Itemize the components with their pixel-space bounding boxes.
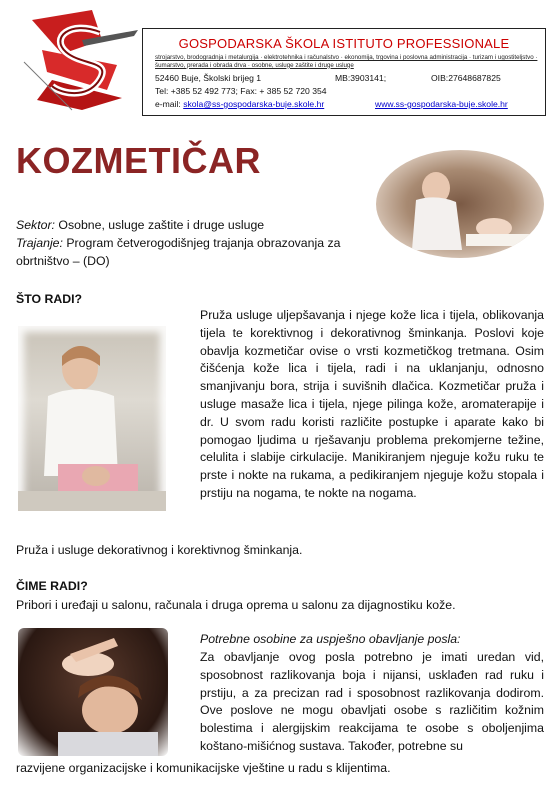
qualities-text: Za obavljanje ovog posla potrebno je imati uredan vid, sposobnost razlikovanja boja i nijansi, usklađen rad ruku i prstiju, a za precizan rad i sposobnost razlikovanja dodirom. Ove poslove ne mogu obavljati osobe s različitim kožnim bolestima i alergijskim reakcijama te osobe s oboljenjima koštano-mišićnog sustava. Također, potrebne su bbox=[200, 650, 544, 753]
mb-number: MB:3903141; bbox=[335, 73, 387, 83]
section-heading-tools: ČIME RADI? bbox=[16, 579, 88, 593]
photo-beautician-at-work bbox=[18, 326, 166, 511]
oib-number: OIB:27648687825 bbox=[431, 73, 501, 83]
email-row bbox=[155, 99, 324, 109]
sector-line bbox=[16, 217, 366, 235]
photo-makeup-application bbox=[18, 628, 168, 756]
section-heading-what-it-does: ŠTO RADI? bbox=[16, 292, 83, 306]
duration-label: Trajanje: bbox=[16, 235, 63, 250]
sector-label: Sektor: bbox=[16, 218, 55, 232]
program-list: strojarstvo, brodogradnja i metalurgija · elektrotehnika i računalstvo · ekonomija, trgovina i poslovna administracija · turizam i ugostiteljstvo · šumarstvo, prerada i obrada drva · osobne, usluge zaštite i druge usluge bbox=[155, 54, 538, 69]
logo-graphic bbox=[22, 10, 142, 112]
phone-fax: Tel: +385 52 492 773; Fax: + 385 52 720 354 bbox=[155, 86, 327, 96]
what-it-does-text: Pruža usluge uljepšavanja i njege kože lica i tijela, oblikovanja tijela te korektivnog i dekorativnog šminkanja. Poslovi koje obavlja kozmetičar ovise o vrsti kozmetičkog tretmana. Osim čišćenja kože lica i tijela, radi i na uklanjanju, odnosno smanjivanju bora, strija i suvišnih dlačica. Kozmetičar pruža i usluge masaže lica i tijela, njege pilinga kože, aromaterapije i dr. U svom radu koristi različite postupke i aparate kako bi pomogao ljudima u rješavanju problema prekomjerne težine, celulita i slabije cirkulacije. Manikiranjem njeguje kožu ruku te prste i nokte na rukama, a pedikiranjem njeguje kožu stopala i prstiju na nogama, te nokte na nogama. bbox=[200, 308, 544, 500]
email-link[interactable]: skola@ss-gospodarska-buje.skole.hr bbox=[183, 99, 325, 109]
email-label: e-mail: bbox=[155, 99, 181, 109]
section-heading-qualities: Potrebne osobine za uspješno obavljanje posla: bbox=[200, 632, 461, 646]
school-header bbox=[142, 28, 546, 116]
website-link[interactable]: www.ss-gospodarska-buje.skole.hr bbox=[375, 99, 508, 109]
tools-text: Pribori i uređaji u salonu, računala i druga oprema u salonu za dijagnostiku kože. bbox=[16, 598, 456, 612]
duration-line bbox=[16, 235, 366, 271]
school-name: GOSPODARSKA ŠKOLA ISTITUTO PROFESSIONALE bbox=[178, 36, 510, 51]
photo-facial-treatment bbox=[376, 150, 544, 258]
qualities-last-line: razvijene organizacijske i komunikacijske vještine u radu s klijentima. bbox=[16, 761, 391, 775]
address: 52460 Buje, Školski brijeg 1 bbox=[155, 73, 262, 83]
program-meta bbox=[16, 217, 366, 270]
sector-value: Osobne, usluge zaštite i druge usluge bbox=[54, 218, 265, 232]
duration-value: Program četverogodišnjeg trajanja obrazovanja za obrtništvo – (DO) bbox=[16, 235, 341, 268]
page-title: KOZMETIČAR bbox=[16, 140, 261, 181]
school-logo bbox=[22, 10, 142, 112]
what-it-does-last-line: Pruža i usluge dekorativnog i korektivnog šminkanja. bbox=[16, 543, 303, 557]
